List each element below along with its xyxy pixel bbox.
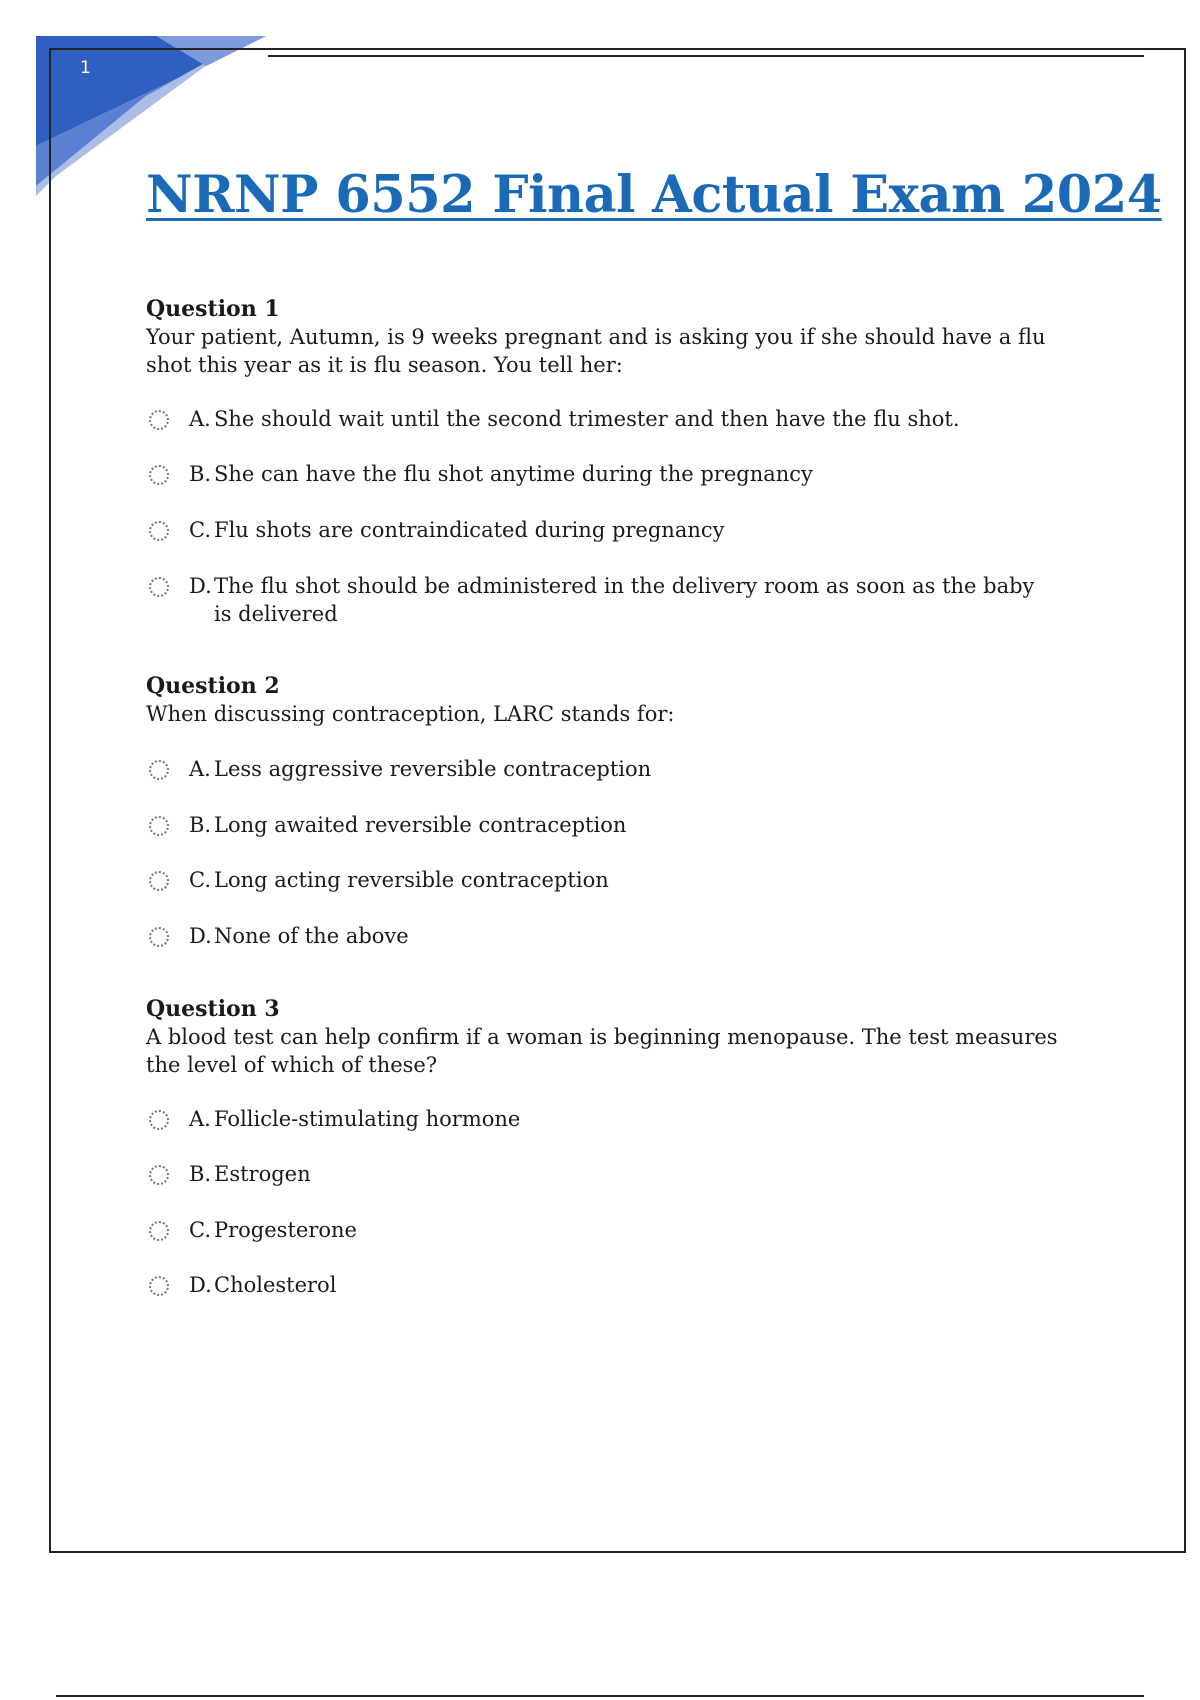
question-1: [146, 295, 1076, 626]
option-text: The flu shot should be administered in the delivery room as soon as the baby is delivered: [214, 574, 1035, 626]
radio-button[interactable]: [149, 816, 169, 836]
option-b[interactable]: [146, 811, 1046, 839]
option-text: Follicle-stimulating hormone: [214, 1107, 521, 1131]
option-text: Long acting reversible contraception: [214, 868, 609, 892]
radio-button[interactable]: [149, 577, 169, 597]
option-letter: A.: [189, 407, 211, 431]
question-2: [146, 672, 1076, 948]
option-letter: B.: [189, 462, 212, 486]
radio-button[interactable]: [149, 871, 169, 891]
option-letter: A.: [189, 757, 211, 781]
option-d[interactable]: [146, 922, 1046, 950]
radio-button[interactable]: [149, 410, 169, 430]
option-b[interactable]: [146, 460, 1046, 488]
option-text: Long awaited reversible contraception: [214, 813, 627, 837]
page-frame: [49, 48, 1186, 1553]
option-d[interactable]: [146, 572, 1046, 628]
option-letter: A.: [189, 1107, 211, 1131]
option-letter: B.: [189, 813, 212, 837]
option-text: Cholesterol: [214, 1273, 337, 1297]
option-letter: C.: [189, 518, 211, 542]
question-text: A blood test can help confirm if a woman is beginning menopause. The test measures the level of which of these?: [146, 1025, 1058, 1077]
page-number: 1: [80, 58, 91, 78]
option-letter: C.: [189, 868, 211, 892]
question-heading: Question 1: [146, 296, 280, 322]
option-letter: D.: [189, 574, 212, 598]
option-text: Estrogen: [214, 1162, 311, 1186]
option-letter: D.: [189, 1273, 212, 1297]
option-a[interactable]: [146, 405, 1046, 433]
option-text: She can have the flu shot anytime during the pregnancy: [214, 462, 813, 486]
option-d[interactable]: [146, 1271, 1046, 1299]
option-letter: C.: [189, 1218, 211, 1242]
option-text: Flu shots are contraindicated during pregnancy: [214, 518, 725, 542]
option-a[interactable]: [146, 755, 1046, 783]
option-text: None of the above: [214, 924, 409, 948]
question-text: When discussing contraception, LARC stands for:: [146, 702, 675, 726]
radio-button[interactable]: [149, 465, 169, 485]
radio-button[interactable]: [149, 1165, 169, 1185]
radio-button[interactable]: [149, 521, 169, 541]
option-letter: D.: [189, 924, 212, 948]
question-text: Your patient, Autumn, is 9 weeks pregnant and is asking you if she should have a flu shot this year as it is flu season. You tell her:: [146, 325, 1046, 377]
radio-button[interactable]: [149, 760, 169, 780]
option-c[interactable]: [146, 1216, 1046, 1244]
radio-button[interactable]: [149, 927, 169, 947]
question-3: [146, 995, 1076, 1297]
bottom-rule: [56, 1695, 1144, 1697]
document-title: NRNP 6552 Final Actual Exam 2024: [146, 165, 1162, 225]
option-text: She should wait until the second trimester and then have the flu shot.: [214, 407, 960, 431]
option-a[interactable]: [146, 1105, 1046, 1133]
option-text: Progesterone: [214, 1218, 357, 1242]
question-heading: Question 2: [146, 673, 280, 699]
question-heading: Question 3: [146, 996, 280, 1022]
option-c[interactable]: [146, 516, 1046, 544]
radio-button[interactable]: [149, 1110, 169, 1130]
option-letter: B.: [189, 1162, 212, 1186]
option-b[interactable]: [146, 1160, 1046, 1188]
radio-button[interactable]: [149, 1276, 169, 1296]
radio-button[interactable]: [149, 1221, 169, 1241]
option-c[interactable]: [146, 866, 1046, 894]
option-text: Less aggressive reversible contraception: [214, 757, 652, 781]
